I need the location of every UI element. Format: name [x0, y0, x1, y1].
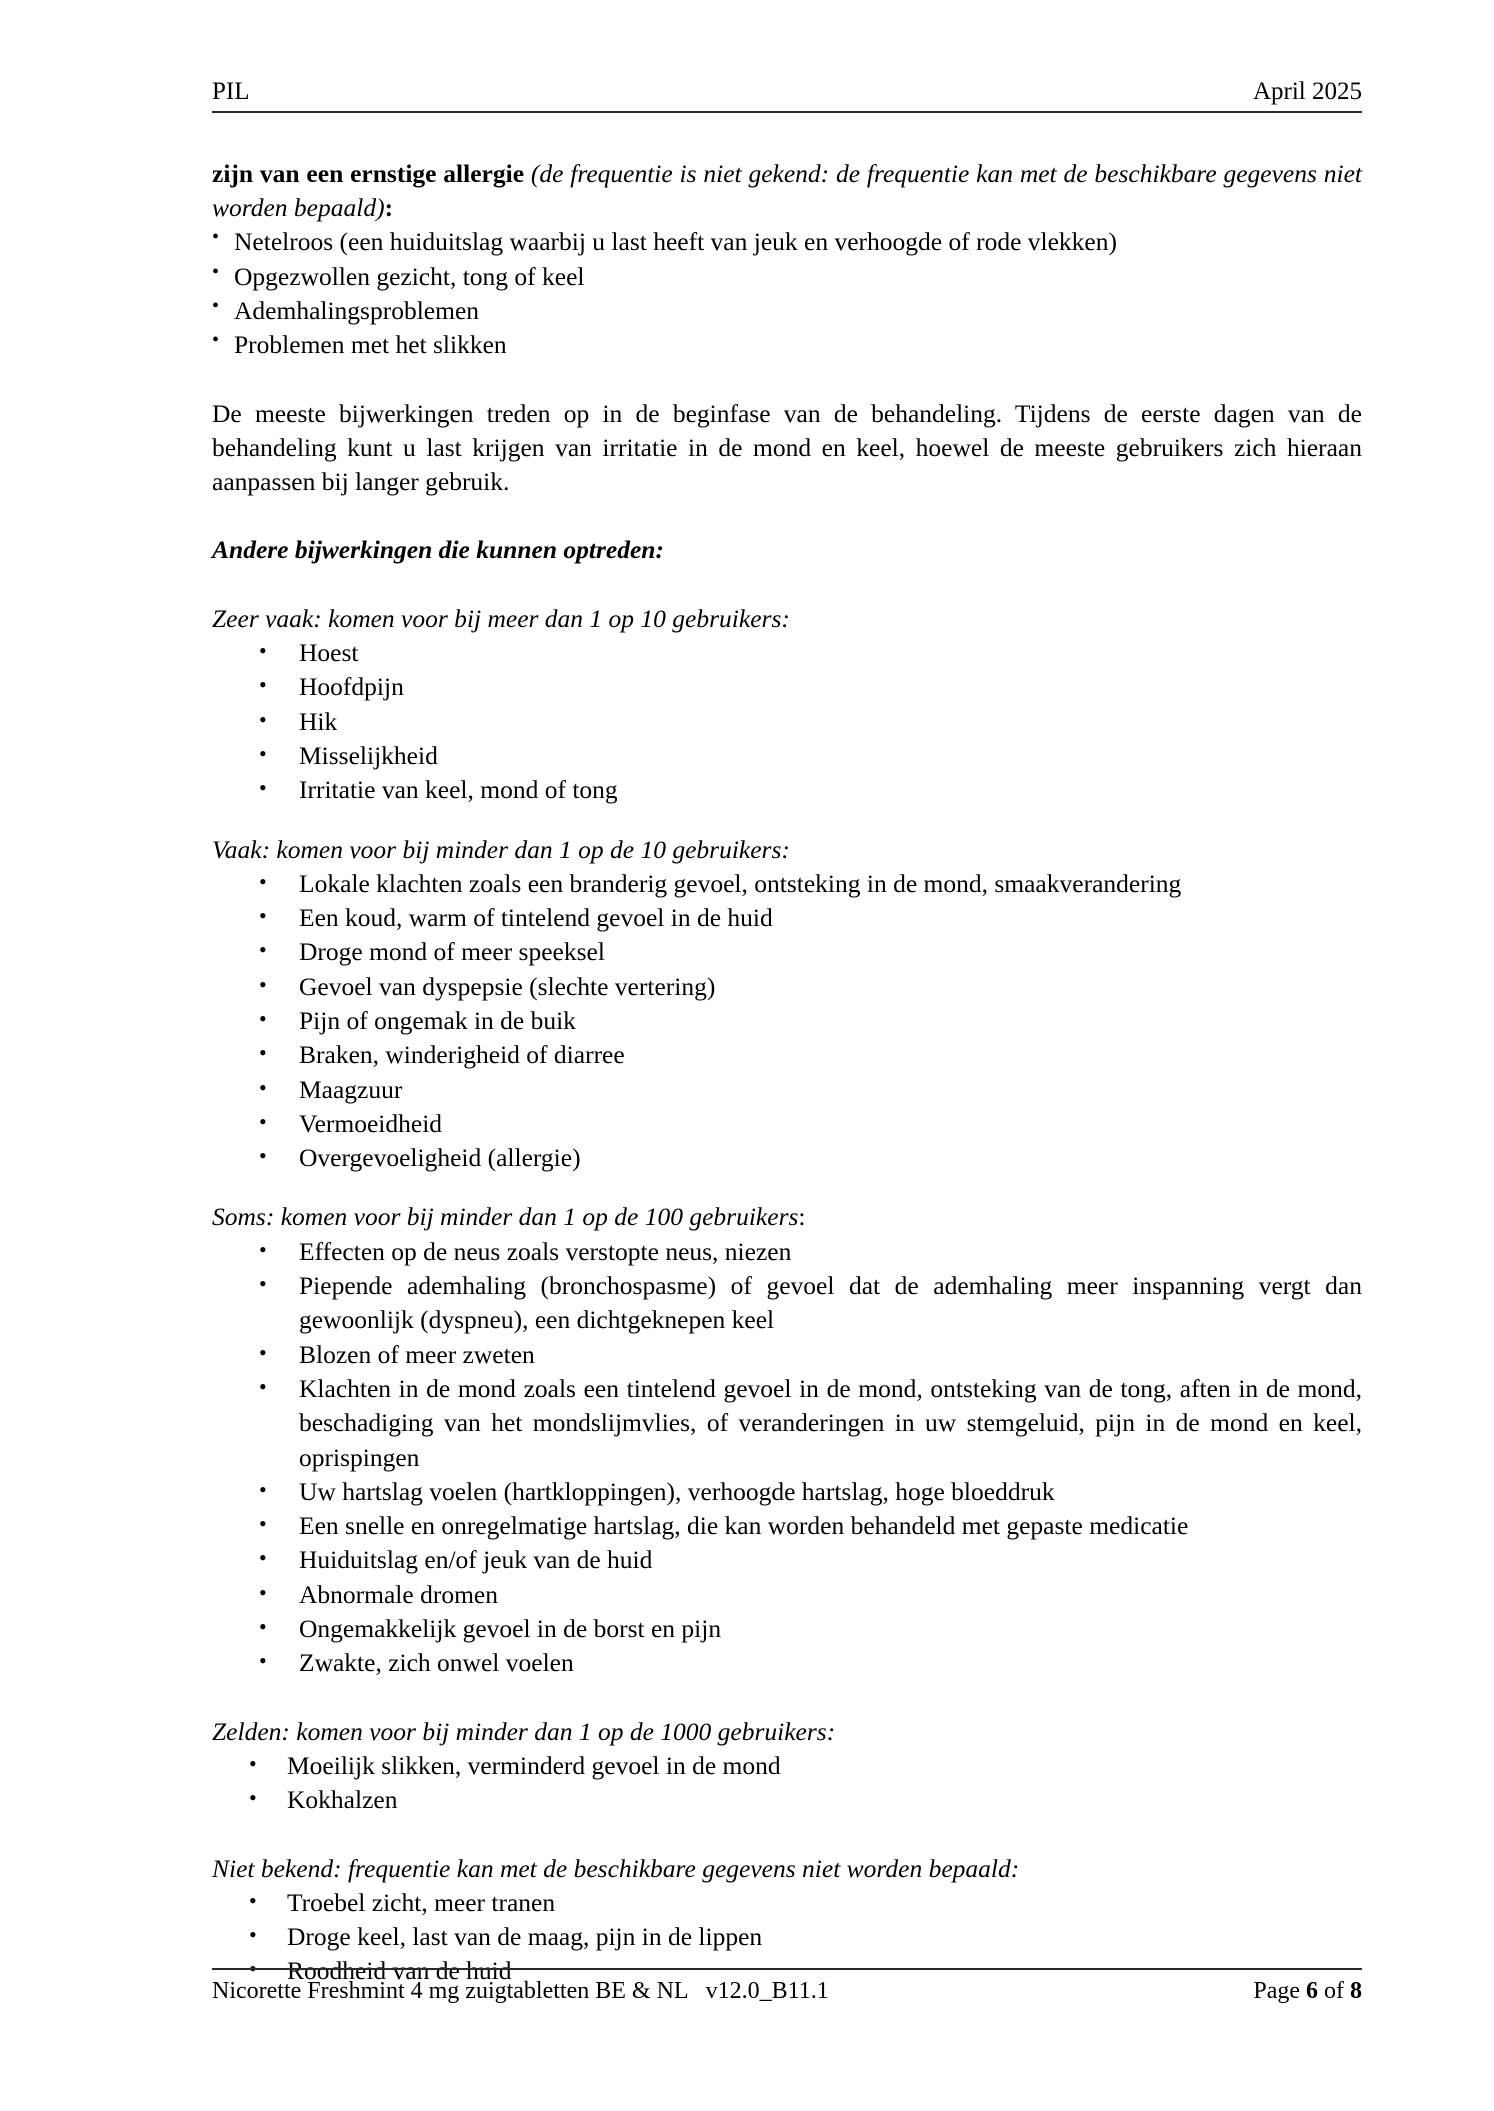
list-item: • Droge mond of meer speeksel	[212, 935, 1362, 969]
frequency-list-zelden	[212, 1749, 1362, 1818]
list-item: • Lokale klachten zoals een branderig gevoel, ontsteking in de mond, smaakverandering	[212, 867, 1362, 901]
onset-paragraph: De meeste bijwerkingen treden op in de beginfase van de behandeling. Tijdens de eerste dagen van de behandeling kunt u last krijgen van irritatie in de mond en keel, hoewel de meeste gebruikers zich hieraan aanpassen bij langer gebruik.	[212, 398, 1362, 497]
spacer	[212, 1175, 1362, 1200]
list-item: • Maagzuur	[212, 1073, 1362, 1107]
frequency-heading-text: Vaak: komen voor bij minder dan 1 op de 10 gebruikers:	[212, 834, 790, 864]
list-item: • Hik	[212, 705, 1362, 739]
page-total: 8	[1350, 1978, 1362, 2004]
spacer	[212, 363, 1362, 397]
frequency-list-zeer-vaak	[212, 636, 1362, 807]
list-item: • Overgevoeligheid (allergie)	[212, 1141, 1362, 1175]
other-effects-heading: Andere bijwerkingen die kunnen optreden:	[212, 535, 664, 565]
frequency-heading-niet-bekend: Niet bekend: frequentie kan met de beschikbare gegevens niet worden bepaald:	[212, 1853, 1020, 1883]
footer-page-indicator	[1253, 1978, 1362, 2005]
list-item: • Troebel zicht, meer tranen	[212, 1886, 1362, 1920]
list-item: • Misselijkheid	[212, 739, 1362, 773]
page-header	[212, 78, 1362, 113]
list-item: • Effecten op de neus zoals verstopte neus, niezen	[212, 1235, 1362, 1269]
spacer	[212, 808, 1362, 833]
page-content	[212, 78, 1362, 1989]
header-date: April 2025	[1252, 78, 1362, 105]
list-item: • Ademhalingsproblemen	[212, 294, 1362, 328]
header-document-type: PIL	[212, 78, 250, 105]
page-prefix-label: Page	[1253, 1978, 1306, 2004]
spacer	[212, 568, 1362, 602]
list-item: • Vermoeidheid	[212, 1107, 1362, 1141]
page-footer	[212, 1968, 1362, 2005]
list-item: • Hoofdpijn	[212, 670, 1362, 704]
allergy-symptom-list	[212, 225, 1362, 362]
list-item: • Abnormale dromen	[212, 1578, 1362, 1612]
header-row	[212, 78, 1362, 110]
list-item: • Uw hartslag voelen (hartkloppingen), verhoogde hartslag, hoge bloeddruk	[212, 1475, 1362, 1509]
document-body	[212, 157, 1362, 1989]
list-item: • Moeilijk slikken, verminderd gevoel in de mond	[212, 1749, 1362, 1783]
list-item: • Huiduitslag en/of jeuk van de huid	[212, 1543, 1362, 1577]
list-item: • Een koud, warm of tintelend gevoel in de huid	[212, 901, 1362, 935]
footer-product-info: Nicorette Freshmint 4 mg zuigtabletten BE & NL v12.0_B11.1	[212, 1978, 829, 2004]
spacer	[212, 1818, 1362, 1852]
allergy-intro-colon: :	[384, 193, 394, 223]
frequency-heading-text: Soms: komen voor bij minder dan 1 op de 100 gebruikers	[212, 1202, 799, 1232]
allergy-intro-italic-note: (de frequentie is niet gekend: de frequentie kan met de beschikbare gegevens niet worden bepaald)	[212, 158, 1363, 223]
frequency-heading-text: Zeer vaak: komen voor bij meer dan 1 op 10 gebruikers:	[212, 603, 790, 633]
list-item: • Roodheid van de huid	[212, 1954, 1362, 1988]
allergy-intro-paragraph	[212, 157, 1362, 226]
footer-row	[212, 1970, 1362, 2005]
frequency-heading-vaak	[212, 833, 1362, 867]
list-item: • Zwakte, zich onwel voelen	[212, 1646, 1362, 1680]
page-of-label: of	[1318, 1978, 1350, 2004]
spacer	[212, 1681, 1362, 1715]
list-item: • Braken, winderigheid of diarree	[212, 1038, 1362, 1072]
list-item: • Piepende ademhaling (bronchospasme) of gevoel dat de ademhaling meer inspanning vergt dan gewoonlijk (dyspneu), een dichtgeknepen keel	[212, 1269, 1362, 1338]
header-divider	[212, 111, 1362, 113]
list-item: • Irritatie van keel, mond of tong	[212, 773, 1362, 807]
list-item: • Pijn of ongemak in de buik	[212, 1004, 1362, 1038]
page-number: 6	[1306, 1978, 1318, 2004]
frequency-heading-colon: :	[798, 1202, 806, 1232]
list-item: • Een snelle en onregelmatige hartslag, die kan worden behandeld met gepaste medicatie	[212, 1509, 1362, 1543]
list-item: • Problemen met het slikken	[212, 328, 1362, 362]
spacer	[212, 499, 1362, 533]
frequency-list-vaak	[212, 867, 1362, 1176]
list-item: • Klachten in de mond zoals een tintelend gevoel in de mond, ontsteking van de tong, aften in de mond, beschadiging van het mondslijmvlies, of veranderingen in uw stemgeluid, pijn in de mond en keel, oprispingen	[212, 1372, 1362, 1475]
list-item: • Gevoel van dyspepsie (slechte vertering)	[212, 970, 1362, 1004]
list-item: • Kokhalzen	[212, 1783, 1362, 1817]
frequency-heading-zelden: Zelden: komen voor bij minder dan 1 op de 1000 gebruikers:	[212, 1716, 836, 1746]
list-item: • Droge keel, last van de maag, pijn in de lippen	[212, 1920, 1362, 1954]
list-item: • Ongemakkelijk gevoel in de borst en pijn	[212, 1612, 1362, 1646]
list-item: • Hoest	[212, 636, 1362, 670]
frequency-heading-soms	[212, 1200, 1362, 1234]
list-item: • Netelroos (een huiduitslag waarbij u last heeft van jeuk en verhoogde of rode vlekken)	[212, 225, 1362, 259]
frequency-heading-zeer-vaak	[212, 602, 1362, 636]
list-item: • Opgezwollen gezicht, tong of keel	[212, 260, 1362, 294]
list-item: • Blozen of meer zweten	[212, 1338, 1362, 1372]
frequency-list-soms	[212, 1235, 1362, 1681]
allergy-intro-bold-lead: zijn van een ernstige allergie	[212, 158, 525, 188]
